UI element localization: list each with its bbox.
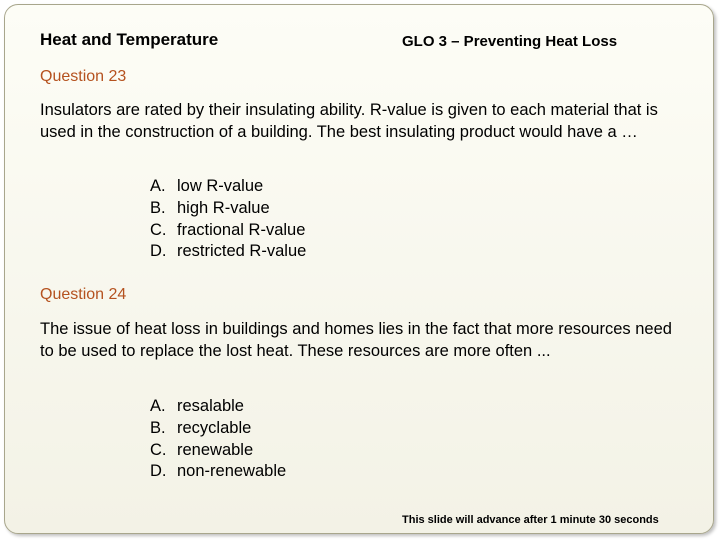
option-text: high R-value [177, 198, 270, 217]
option-letter: A. [150, 397, 166, 415]
slide-timer-note: This slide will advance after 1 minute 30 seconds [402, 514, 659, 526]
slide-subtitle: GLO 3 – Preventing Heat Loss [402, 33, 618, 50]
question-24-options [150, 396, 286, 483]
question-23-title: Question 23 [40, 68, 127, 85]
slide-title: Heat and Temperature [40, 30, 219, 49]
option-letter: B. [150, 198, 166, 217]
option-text: low R-value [177, 177, 264, 195]
option-text: renewable [177, 440, 254, 459]
option-text: restricted R-value [177, 242, 307, 261]
option-a [150, 176, 306, 198]
question-23-options [150, 176, 306, 263]
option-letter: A. [150, 177, 166, 195]
option-letter: C. [150, 440, 167, 459]
option-letter: D. [150, 242, 167, 261]
question-24-text: The issue of heat loss in buildings and homes lies in the fact that more resources need to be used to replace the lost heat. These resources are more often ... [40, 320, 672, 360]
option-c [150, 220, 306, 242]
option-text: recyclable [177, 418, 252, 437]
option-text: non-renewable [177, 462, 287, 481]
option-text: fractional R-value [177, 220, 306, 239]
option-letter: B. [150, 418, 166, 437]
option-b [150, 418, 286, 440]
question-24-title: Question 24 [40, 286, 127, 303]
option-a [150, 396, 286, 418]
option-letter: C. [150, 220, 167, 239]
option-c [150, 440, 286, 462]
option-letter: D. [150, 462, 167, 481]
option-d [150, 241, 306, 263]
option-d [150, 461, 286, 483]
option-text: resalable [177, 397, 244, 415]
question-23-text: Insulators are rated by their insulating ability. R-value is given to each material that is used in the construction of a building. The best insulating product would have a … [40, 101, 658, 141]
option-b [150, 198, 306, 220]
